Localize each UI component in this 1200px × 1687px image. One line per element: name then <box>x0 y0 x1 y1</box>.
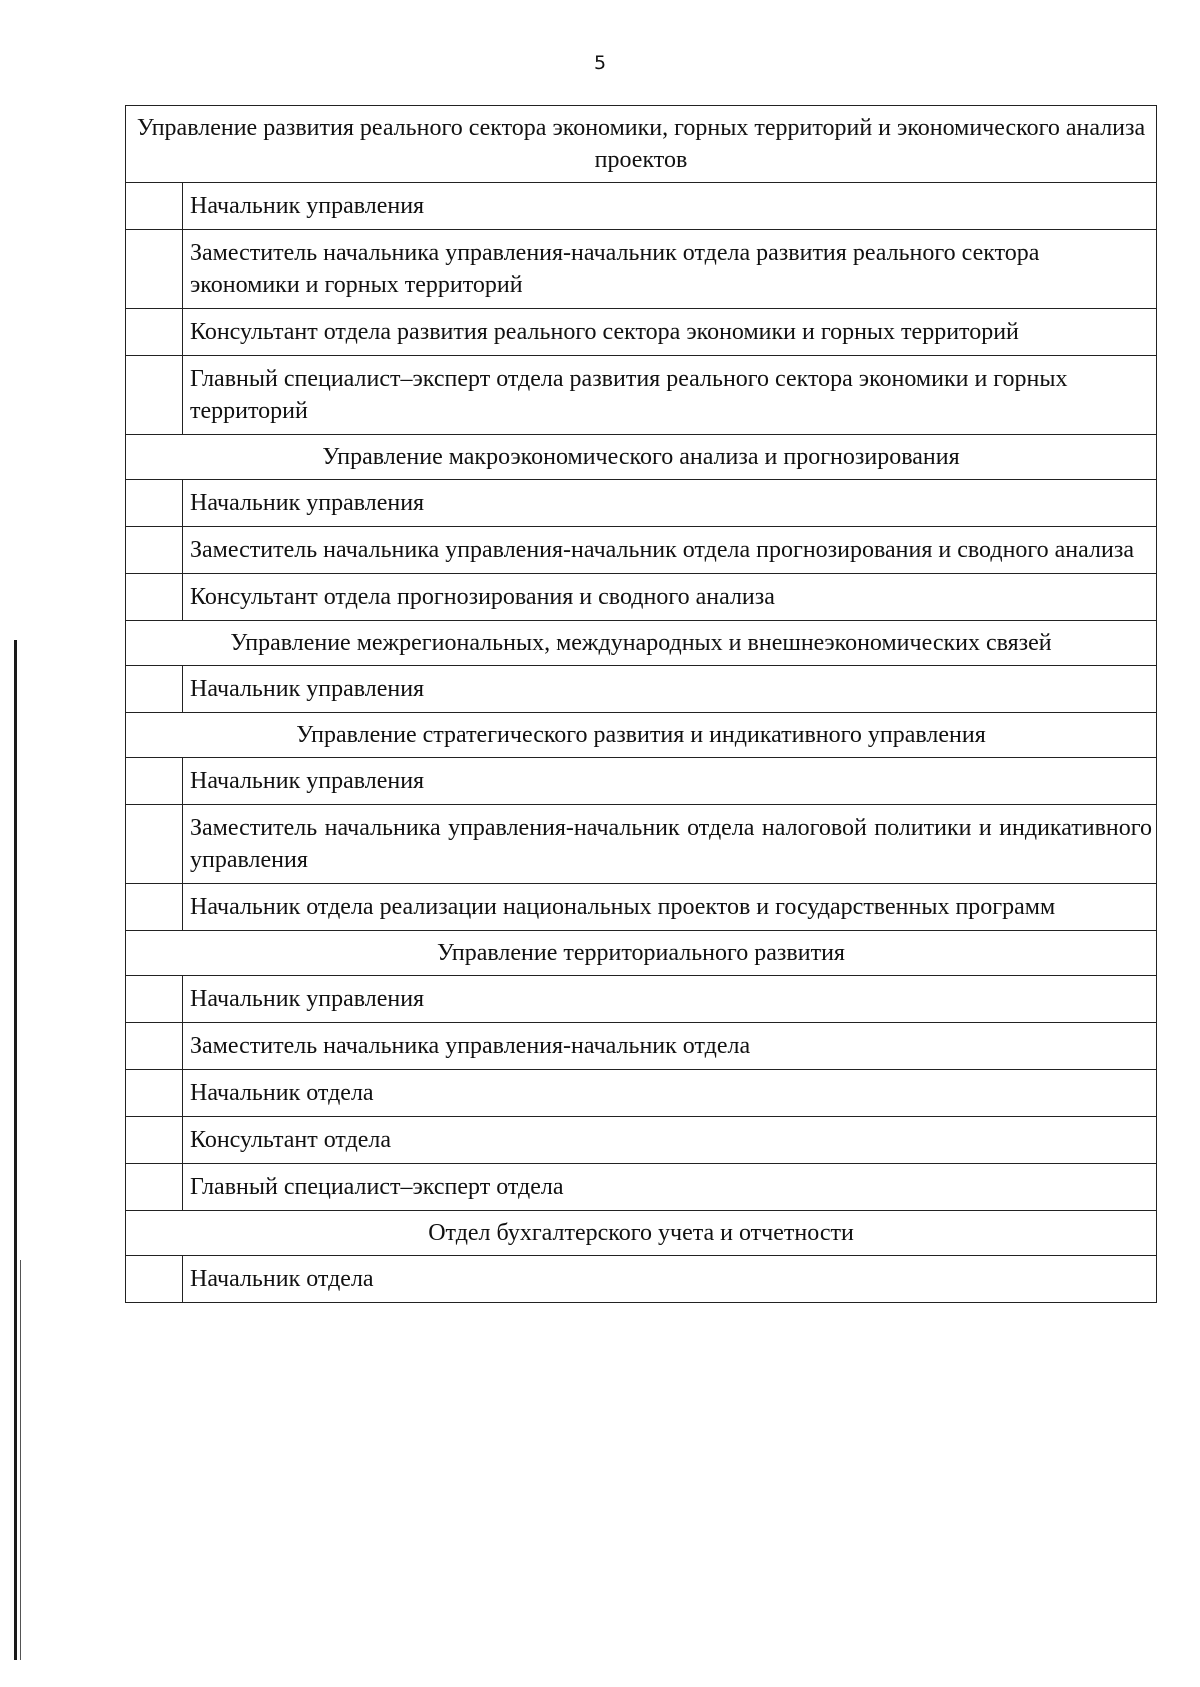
position-row <box>126 480 1157 527</box>
row-number-cell <box>126 309 183 356</box>
section-title: Управление развития реального сектора экономики, горных территорий и экономического анализа проектов <box>126 106 1157 183</box>
row-number-cell <box>126 574 183 621</box>
row-number-cell <box>126 230 183 309</box>
section-header-row <box>126 931 1157 976</box>
staff-positions-table <box>125 105 1157 1303</box>
row-number-cell <box>126 1070 183 1117</box>
position-title: Начальник управления <box>183 666 1157 713</box>
scan-edge-mark <box>14 640 17 1660</box>
row-number-cell <box>126 527 183 574</box>
section-header-row <box>126 1211 1157 1256</box>
row-number-cell <box>126 356 183 435</box>
position-title: Консультант отдела развития реального сектора экономики и горных территорий <box>183 309 1157 356</box>
position-title: Заместитель начальника управления-начальник отдела <box>183 1023 1157 1070</box>
section-title: Отдел бухгалтерского учета и отчетности <box>126 1211 1157 1256</box>
section-title: Управление макроэкономического анализа и прогнозирования <box>126 435 1157 480</box>
position-row <box>126 884 1157 931</box>
position-title: Начальник управления <box>183 480 1157 527</box>
position-title: Начальник отдела <box>183 1070 1157 1117</box>
row-number-cell <box>126 183 183 230</box>
position-title: Консультант отдела прогнозирования и сводного анализа <box>183 574 1157 621</box>
row-number-cell <box>126 1117 183 1164</box>
position-row <box>126 1023 1157 1070</box>
position-row <box>126 1117 1157 1164</box>
row-number-cell <box>126 1256 183 1303</box>
page-number: 5 <box>593 52 607 74</box>
row-number-cell <box>126 884 183 931</box>
position-title: Начальник управления <box>183 183 1157 230</box>
position-row <box>126 1256 1157 1303</box>
row-number-cell <box>126 666 183 713</box>
position-title: Заместитель начальника управления-начальник отдела прогнозирования и сводного анализа <box>183 527 1157 574</box>
section-title: Управление стратегического развития и индикативного управления <box>126 713 1157 758</box>
position-title: Консультант отдела <box>183 1117 1157 1164</box>
position-row <box>126 1070 1157 1117</box>
position-title: Начальник отдела <box>183 1256 1157 1303</box>
position-title: Начальник управления <box>183 758 1157 805</box>
section-header-row <box>126 621 1157 666</box>
position-title: Главный специалист–эксперт отдела <box>183 1164 1157 1211</box>
row-number-cell <box>126 1023 183 1070</box>
position-row <box>126 356 1157 435</box>
position-row <box>126 574 1157 621</box>
position-title: Главный специалист–эксперт отдела развития реального сектора экономики и горных территорий <box>183 356 1157 435</box>
scan-edge-mark-secondary <box>20 1260 21 1660</box>
position-row <box>126 805 1157 884</box>
section-header-row <box>126 713 1157 758</box>
row-number-cell <box>126 805 183 884</box>
position-title: Заместитель начальника управления-начальник отдела налоговой политики и индикативного управления <box>183 805 1157 884</box>
position-row <box>126 666 1157 713</box>
row-number-cell <box>126 976 183 1023</box>
position-row <box>126 183 1157 230</box>
position-title: Заместитель начальника управления-начальник отдела развития реального сектора экономики и горных территорий <box>183 230 1157 309</box>
position-row <box>126 230 1157 309</box>
position-row <box>126 758 1157 805</box>
position-title: Начальник отдела реализации национальных проектов и государственных программ <box>183 884 1157 931</box>
section-title: Управление межрегиональных, международных и внешнеэкономических связей <box>126 621 1157 666</box>
section-header-row <box>126 106 1157 183</box>
section-header-row <box>126 435 1157 480</box>
row-number-cell <box>126 480 183 527</box>
position-row <box>126 527 1157 574</box>
position-title: Начальник управления <box>183 976 1157 1023</box>
row-number-cell <box>126 1164 183 1211</box>
position-row <box>126 309 1157 356</box>
row-number-cell <box>126 758 183 805</box>
section-title: Управление территориального развития <box>126 931 1157 976</box>
position-row <box>126 1164 1157 1211</box>
position-row <box>126 976 1157 1023</box>
